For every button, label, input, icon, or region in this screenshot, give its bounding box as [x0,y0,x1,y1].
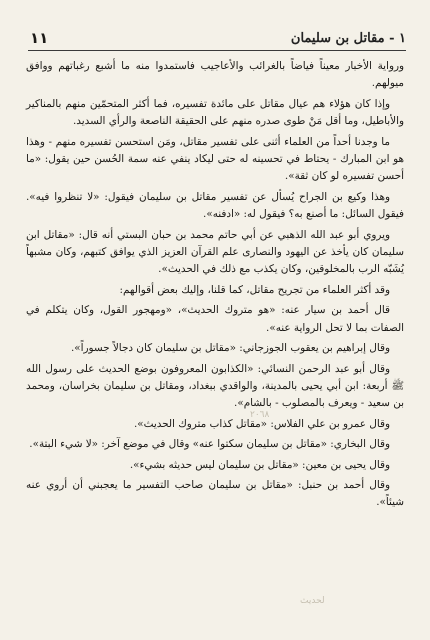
margin-mark: ٢٠٦٨ [250,410,270,420]
page-number: ١١ [30,29,49,47]
paragraph: وإذا كان هؤلاء هم عيال مقاتل على مائدة تفسيره، فما أكثر المتحمّين منهم بالمناكير والأباطيل، وما أقل مَنْ طوى صدره منهم على الحقيقة الناصعة والرأي السديد. [26,97,404,128]
paragraph: وقد أكثر العلماء من تجريح مقاتل، كما قلنا، وإليك بعض أقوالهم: [119,283,390,296]
paragraph: وقال يحيى بن معين: «مقاتل بن سليمان ليس حديثه بشيء». [129,458,390,471]
paragraph: وقال عمرو بن علي الفلاس: «مقاتل كذاب متروك الحديث». [133,417,390,430]
margin-mark: لحديث [300,596,325,606]
paragraph: وهذا وكيع بن الجراح يُسأل عن تفسير مقاتل بن سليمان فيقول: «لا تنظروا فيه». فيقول السائل: ما أصنع به؟ فيقول له: «ادفنه». [26,190,404,221]
paragraph: وقال إبراهيم بن يعقوب الجوزجاني: «مقاتل بن سليمان كان دجالاً جسوراً». [70,342,390,355]
page-header [28,24,406,51]
paragraph: قال أحمد بن سيار عنه: «هو متروك الحديث»، «ومهجور القول، وكان يتكلم في الصفات بما لا تحل الرواية عنه». [26,304,404,334]
body-text [26,58,404,630]
paragraph: ورواية الأخبار معيناً فياضاً بالغرائب والأعاجيب فاستمدوا منه ما أشبع رغباتهم ووافق ميولهم. [26,60,404,90]
paragraph: ما وجدنا أحداً من العلماء أثنى على تفسير مقاتل، ومَن استحسن تفسيره منهم - وهذا هو ابن المبارك - يحتاط في تحسينه له حتى ليكاد ينفي عنه سمة الحُسن حين يقول: «ما أحسن تفسيره لو كان ثقة». [26,135,404,183]
paragraph: وقال أحمد بن حنبل: «مقاتل بن سليمان صاحب التفسير ما يعجبني أن أروي عنه شيئاً». [26,478,404,509]
paragraph: وقال البخاري: «مقاتل بن سليمان سكتوا عنه» وقال في موضع آخر: «لا شيء البتة». [29,438,390,451]
paragraph: وقال أبو عبد الرحمن النسائي: «الكذابون المعروفون بوضع الحديث على رسول الله ﷺ أربعة: ابن أبي يحيى بالمدينة، والواقدي ببغداد، ومقاتل بن سليمان بخراسان، ومحمد بن سعيد - ويعرف بالمصلوب - بالشام». [26,362,404,410]
running-title: ١ - مقاتل بن سليمان [290,31,406,46]
paragraph: ويروي أبو عبد الله الذهبي عن أبي حاتم محمد بن حبان البستي أنه قال: «مقاتل ابن سليمان كان يأخذ عن اليهود والنصارى علم القرآن العزيز الذي يوافق كتبهم، وكان مشبهاً يُشَبّه الرب بالمخلوقين، وكان يكذب مع ذلك في الحديث». [26,228,404,276]
